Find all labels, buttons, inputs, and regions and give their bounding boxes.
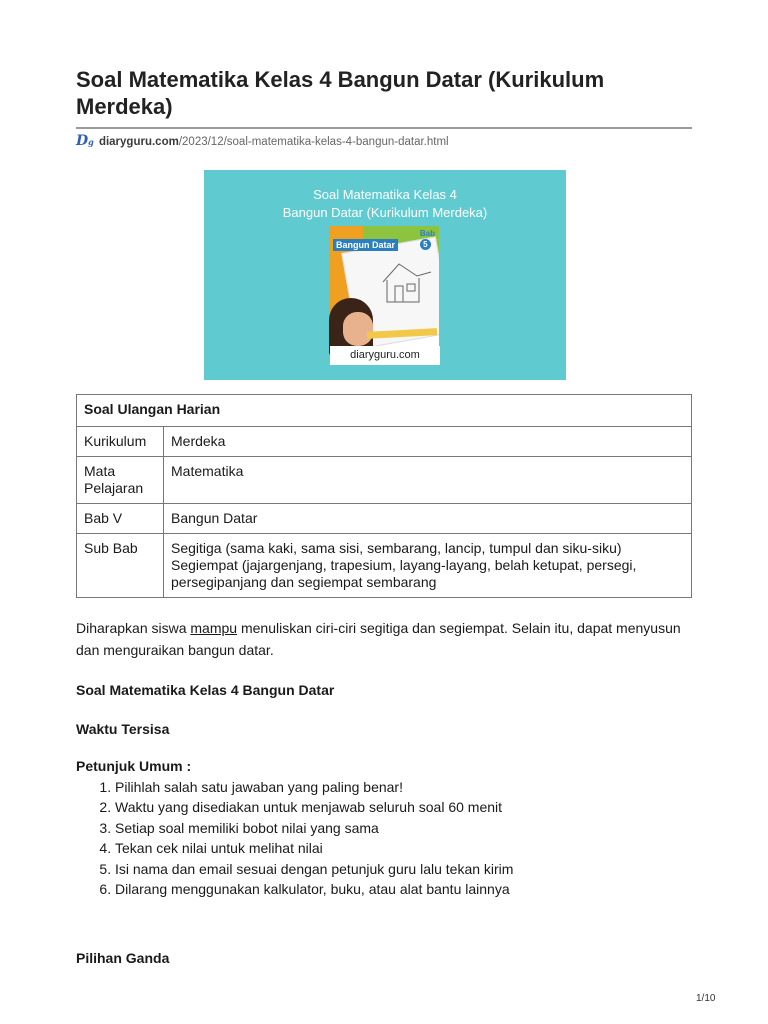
instructions-list	[76, 777, 513, 899]
hero-title-line2: Bangun Datar (Kurikulum Merdeka)	[282, 205, 488, 220]
hero-url-label: diaryguru.com	[330, 346, 440, 365]
list-item: 4. Tekan cek nilai untuk melihat nilai	[115, 838, 513, 858]
table-row	[77, 504, 692, 534]
table-cell-value	[164, 534, 692, 598]
table-cell-label: Mata Pelajaran	[77, 457, 164, 504]
table-cell-value: Matematika	[164, 457, 692, 504]
table-row	[77, 534, 692, 598]
info-table	[76, 394, 692, 598]
page-title: Soal Matematika Kelas 4 Bangun Datar (Kurikulum Merdeka)	[76, 67, 605, 119]
list-item: 5. Isi nama dan email sesuai dengan petunjuk guru lalu tekan kirim	[115, 859, 513, 879]
inline-link-mampu[interactable]: mampu	[190, 620, 238, 636]
hero-title-line1: Soal Matematika Kelas 4	[313, 187, 457, 202]
table-cell-label: Sub Bab	[77, 534, 164, 598]
list-item: 6. Dilarang menggunakan kalkulator, buku, atau alat bantu lainnya	[115, 879, 513, 899]
table-cell-value: Merdeka	[164, 427, 692, 457]
sub-chapter-line: Segiempat (jajargenjang, trapesium, layang-layang, belah ketupat, persegi, persegipanjang dan segiempat sembarang	[171, 557, 637, 590]
table-row	[77, 457, 692, 504]
hero-image	[204, 170, 566, 380]
list-item: 3. Setiap soal memiliki bobot nilai yang sama	[115, 818, 513, 838]
timer-heading: Waktu Tersisa	[76, 721, 170, 737]
cover-title: Bangun Datar	[333, 239, 398, 251]
table-row	[77, 427, 692, 457]
house-sketch-icon	[379, 256, 435, 306]
list-item: 2. Waktu yang disediakan untuk menjawab seluruh soal 60 menit	[115, 797, 513, 817]
book-cover	[329, 226, 439, 356]
info-table-header: Soal Ulangan Harian	[77, 395, 692, 427]
page-number: 1/10	[696, 993, 716, 1004]
intro-paragraph: Diharapkan siswa mampu menuliskan ciri-ciri segitiga dan segiempat. Selain itu, dapat menyusun dan menguraikan bangun datar.	[76, 620, 681, 658]
instructions-heading: Petunjuk Umum :	[76, 758, 192, 774]
title-divider	[76, 127, 692, 129]
sub-chapter-line: Segitiga (sama kaki, sama sisi, sembarang, lancip, tumpul dan siku-siku)	[171, 540, 622, 556]
multiple-choice-heading: Pilihan Ganda	[76, 950, 170, 966]
site-logo-icon: Dg	[76, 133, 94, 149]
table-cell-value: Bangun Datar	[164, 504, 692, 534]
section-heading: Soal Matematika Kelas 4 Bangun Datar	[76, 682, 335, 698]
table-cell-label: Kurikulum	[77, 427, 164, 457]
source-host: diaryguru.com	[98, 136, 179, 148]
cover-chapter-badge: Bab 5	[419, 229, 435, 249]
source-path: /2023/12/soal-matematika-kelas-4-bangun-datar.html	[178, 136, 449, 148]
list-item: 1. Pilihlah salah satu jawaban yang paling benar!	[115, 777, 513, 797]
source-line	[76, 133, 449, 149]
source-link[interactable]	[99, 136, 449, 148]
table-cell-label: Bab V	[77, 504, 164, 534]
